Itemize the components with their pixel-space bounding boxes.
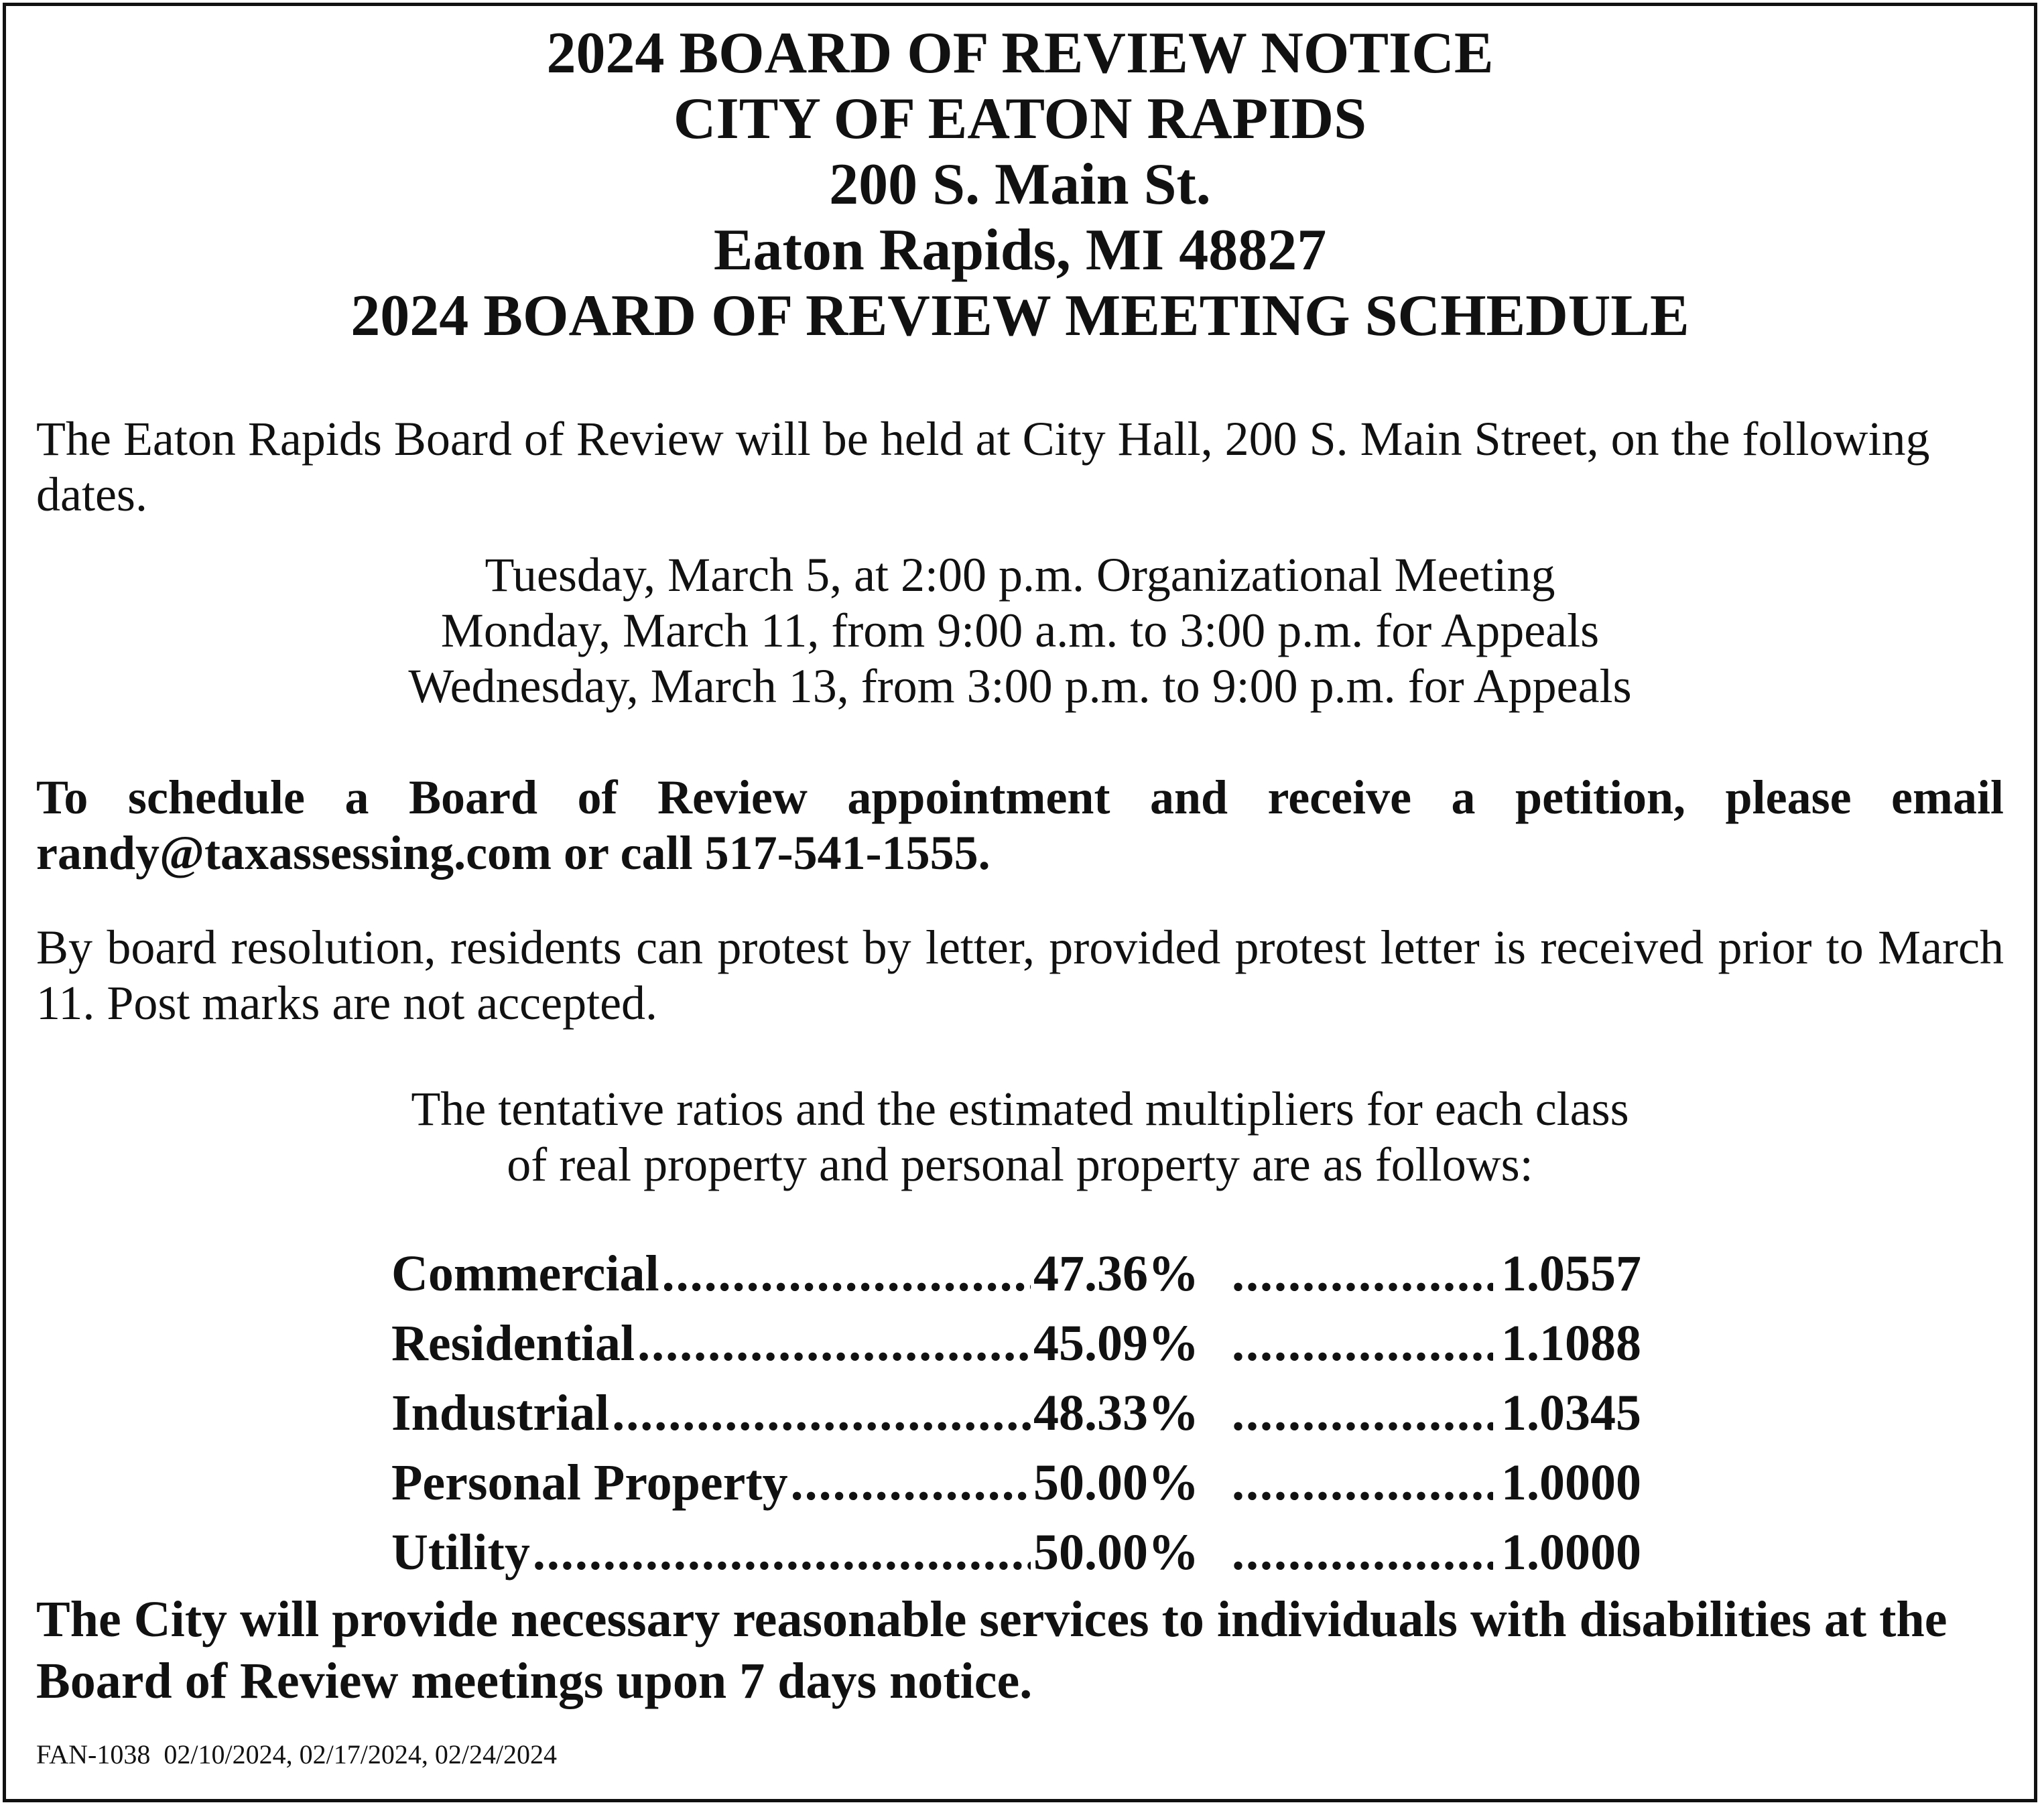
estimated-multiplier: 1.0557 xyxy=(1501,1246,1641,1302)
tentative-ratio: 45.09% xyxy=(1033,1315,1199,1371)
ratios-table xyxy=(391,1239,1641,1587)
protest-letter-note: By board resolution, residents can protest by letter, provided protest letter is received prior to March 11. Post marks are not accepted. xyxy=(36,921,2004,1030)
publication-footer: FAN-1038 02/10/2024, 02/17/2024, 02/24/2024 xyxy=(36,1739,558,1769)
meeting-date: Wednesday, March 13, from 3:00 p.m. to 9:00 p.m. for Appeals xyxy=(408,659,1632,713)
ratios-intro-line: of real property and personal property are as follows: xyxy=(507,1138,1533,1191)
meeting-date: Monday, March 11, from 9:00 a.m. to 3:00 p.m. for Appeals xyxy=(440,604,1600,657)
ratio-row-residential xyxy=(391,1309,1641,1378)
ratio-row-personal-property xyxy=(391,1448,1641,1518)
tentative-ratio: 47.36% xyxy=(1033,1246,1199,1302)
property-class: Utility xyxy=(391,1524,530,1581)
dot-leader xyxy=(791,1448,1031,1518)
dot-leader xyxy=(533,1518,1031,1587)
street-address: 200 S. Main St. xyxy=(829,152,1211,217)
ratio-row-industrial xyxy=(391,1378,1641,1448)
city-name: CITY OF EATON RAPIDS xyxy=(673,86,1367,151)
estimated-multiplier: 1.0000 xyxy=(1501,1455,1641,1511)
property-class: Residential xyxy=(391,1315,635,1371)
notice-title: 2024 BOARD OF REVIEW NOTICE xyxy=(546,21,1494,86)
dot-leader xyxy=(1232,1309,1493,1378)
meeting-date: Tuesday, March 5, at 2:00 p.m. Organizational Meeting xyxy=(485,548,1555,602)
ratio-row-commercial xyxy=(391,1239,1641,1309)
meeting-dates xyxy=(36,547,2004,714)
notice-header xyxy=(36,21,2004,349)
dot-leader xyxy=(1232,1239,1493,1309)
estimated-multiplier: 1.0000 xyxy=(1501,1524,1641,1581)
disability-services-note: The City will provide necessary reasonable services to individuals with disabilities at the Board of Review meetings upon 7 days notice. xyxy=(36,1591,1947,1709)
notice-frame xyxy=(3,3,2037,1802)
tentative-ratio: 50.00% xyxy=(1033,1524,1199,1581)
dot-leader xyxy=(637,1309,1031,1378)
dot-leader xyxy=(1232,1378,1493,1448)
estimated-multiplier: 1.1088 xyxy=(1501,1315,1641,1371)
tentative-ratio: 48.33% xyxy=(1033,1385,1199,1441)
property-class: Personal Property xyxy=(391,1455,788,1511)
intro-paragraph: The Eaton Rapids Board of Review will be held at City Hall, 200 S. Main Street, on the following dates. xyxy=(36,412,1930,521)
ratio-row-utility xyxy=(391,1518,1641,1587)
ratios-intro-line: The tentative ratios and the estimated multipliers for each class xyxy=(411,1082,1629,1136)
schedule-title: 2024 BOARD OF REVIEW MEETING SCHEDULE xyxy=(350,283,1689,348)
property-class: Commercial xyxy=(391,1246,659,1302)
tentative-ratio: 50.00% xyxy=(1033,1455,1199,1511)
property-class: Industrial xyxy=(391,1385,610,1441)
dot-leader xyxy=(1232,1518,1493,1587)
dot-leader xyxy=(1232,1448,1493,1518)
dot-leader xyxy=(612,1378,1031,1448)
city-state-zip: Eaton Rapids, MI 48827 xyxy=(713,218,1327,283)
ratios-intro xyxy=(36,1081,2004,1193)
estimated-multiplier: 1.0345 xyxy=(1501,1385,1641,1441)
schedule-appointment-note: To schedule a Board of Review appointment and receive a petition, please email randy@taxassessing.com or call 517-541-1555. xyxy=(36,770,2004,880)
dot-leader xyxy=(662,1239,1031,1309)
